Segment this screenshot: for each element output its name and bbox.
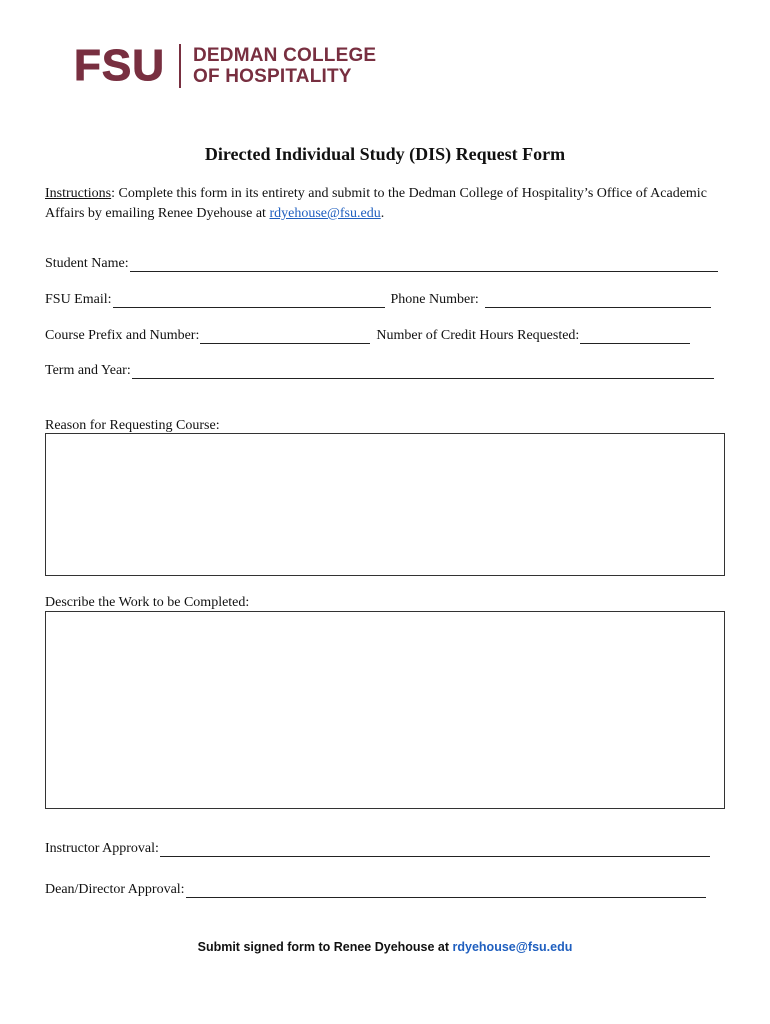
term-year-row xyxy=(45,363,714,379)
course-prefix-field[interactable] xyxy=(200,329,370,344)
fsu-dedman-logo xyxy=(74,38,376,94)
logo-mark: FSU xyxy=(74,41,165,90)
student-name-row xyxy=(45,256,718,272)
dean-approval-label: Dean/Director Approval: xyxy=(45,882,185,897)
logo-divider xyxy=(179,44,181,88)
term-year-field[interactable] xyxy=(132,364,714,379)
fsu-email-field[interactable] xyxy=(113,293,385,308)
credit-hours-field[interactable] xyxy=(580,329,690,344)
footer-note xyxy=(0,940,770,954)
instructor-approval-label: Instructor Approval: xyxy=(45,841,159,856)
dean-approval-row xyxy=(45,882,706,898)
term-year-label: Term and Year: xyxy=(45,363,131,378)
course-credit-row xyxy=(45,328,690,344)
phone-number-field[interactable] xyxy=(485,293,711,308)
logo-text xyxy=(193,45,376,87)
footer-email-link[interactable]: rdyehouse@fsu.edu xyxy=(452,940,573,954)
instructions-text: : Complete this form in its entirety and submit to the Dedman College of Hospitality’s Office of Academic Affairs by emailing Renee Dyehouse at xyxy=(45,186,707,221)
instructor-approval-field[interactable] xyxy=(160,842,710,857)
fsu-email-label: FSU Email: xyxy=(45,292,112,307)
reason-label: Reason for Requesting Course: xyxy=(45,418,220,433)
instructions xyxy=(45,184,725,224)
student-name-field[interactable] xyxy=(130,257,718,272)
dean-approval-field[interactable] xyxy=(186,883,706,898)
course-prefix-label: Course Prefix and Number: xyxy=(45,328,200,343)
logo-line-2: OF HOSPITALITY xyxy=(193,66,352,87)
logo-line-1: DEDMAN COLLEGE xyxy=(193,45,377,66)
work-label: Describe the Work to be Completed: xyxy=(45,595,250,610)
footer-text: Submit signed form to Renee Dyehouse at xyxy=(197,940,453,954)
reason-textbox[interactable] xyxy=(45,433,725,576)
credit-hours-label: Number of Credit Hours Requested: xyxy=(376,328,580,343)
student-name-label: Student Name: xyxy=(45,256,129,271)
instructor-approval-row xyxy=(45,841,710,857)
instructions-end: . xyxy=(380,206,385,221)
instructions-label: Instructions xyxy=(45,186,112,201)
form-title: Directed Individual Study (DIS) Request Form xyxy=(204,144,566,164)
email-phone-row xyxy=(45,292,711,308)
instructions-email-link[interactable]: rdyehouse@fsu.edu xyxy=(269,206,381,221)
phone-number-label: Phone Number: xyxy=(390,292,479,307)
work-textbox[interactable] xyxy=(45,611,725,809)
